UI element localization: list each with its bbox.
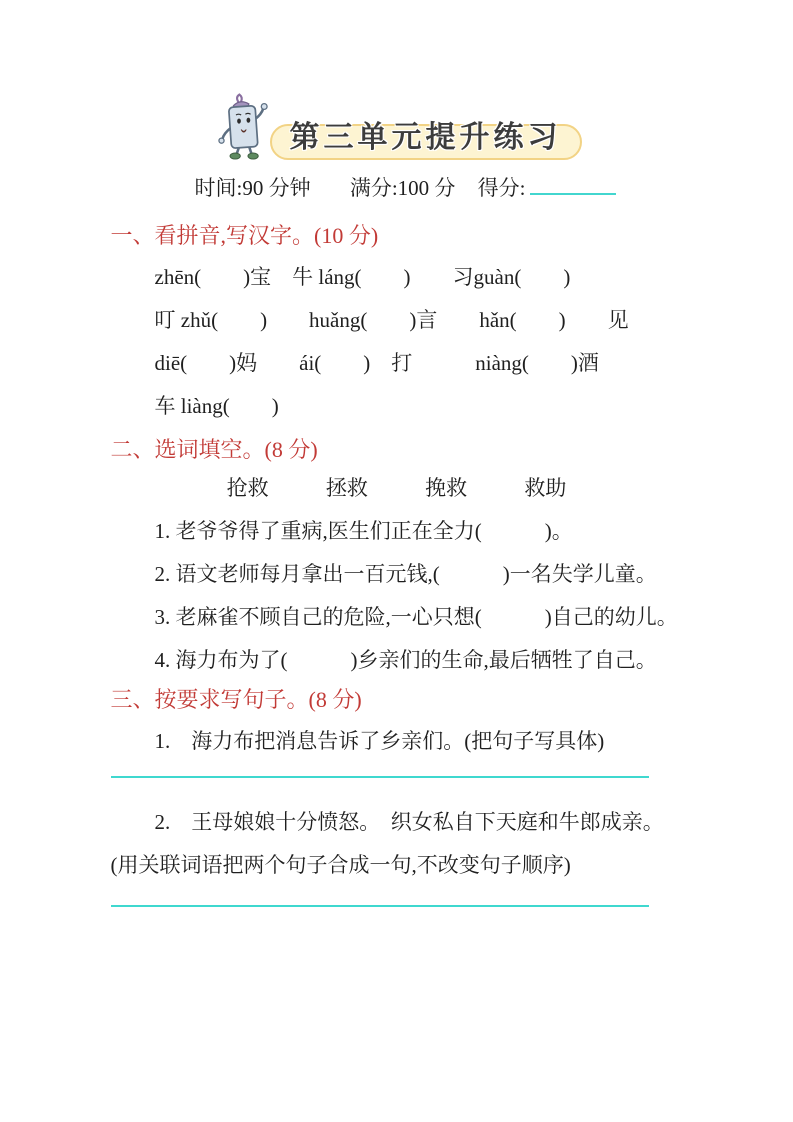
sentence-task-item: 1. 海力布把消息告诉了乡亲们。(把句子写具体) [154, 729, 605, 753]
time-limit-label: 时间:90 分钟 [194, 176, 311, 200]
word-bank-option: 挽救 [425, 476, 468, 500]
word-bank [111, 467, 683, 510]
word-bank-option: 救助 [524, 476, 567, 500]
pinyin-row: 车 liàng( ) [154, 394, 279, 418]
section2-body [111, 467, 683, 682]
exam-info-line [111, 172, 683, 204]
answer-blank-line [111, 776, 649, 778]
page-title: 第三单元提升练习 [289, 121, 562, 154]
sentence-task-item: 2. 王母娘娘十分愤怒。 织女私自下天庭和牛郎成亲。(用关联词语把两个句子合成一句,不改变句子顺序) [110, 810, 664, 877]
pinyin-row: 叮 zhǔ( ) huǎng( )言 hǎn( ) 见 [154, 308, 629, 332]
section2-heading: 二、选词填空。(8 分) [110, 437, 318, 462]
fill-blank-item: 1. 老爷爷得了重病,医生们正在全力( )。 [154, 519, 573, 543]
score-blank-line [530, 175, 616, 195]
pinyin-row: diē( )妈 ái( ) 打 niàng( )酒 [154, 351, 599, 375]
section1-heading: 一、看拼音,写汉字。(10 分) [110, 223, 379, 248]
answer-blank-line [111, 905, 649, 907]
pinyin-row: zhēn( )宝 牛 láng( ) 习guàn( ) [154, 265, 571, 289]
fill-blank-item: 3. 老麻雀不顾自己的危险,一心只想( )自己的幼儿。 [154, 605, 678, 629]
full-score-label: 满分:100 分 [349, 176, 456, 200]
cartoon-eraser-mascot-icon [216, 92, 268, 162]
score-label: 得分: [477, 176, 526, 200]
fill-blank-item: 4. 海力布为了( )乡亲们的生命,最后牺牲了自己。 [154, 648, 657, 672]
fill-blank-item: 2. 语文老师每月拿出一百元钱,( )一名失学儿童。 [154, 562, 657, 586]
worksheet-header [0, 88, 793, 162]
section1-pinyin-rows [111, 256, 683, 428]
section3-heading: 三、按要求写句子。(8 分) [110, 687, 362, 712]
word-bank-option: 拯救 [325, 476, 368, 500]
word-bank-option: 抢救 [226, 476, 269, 500]
